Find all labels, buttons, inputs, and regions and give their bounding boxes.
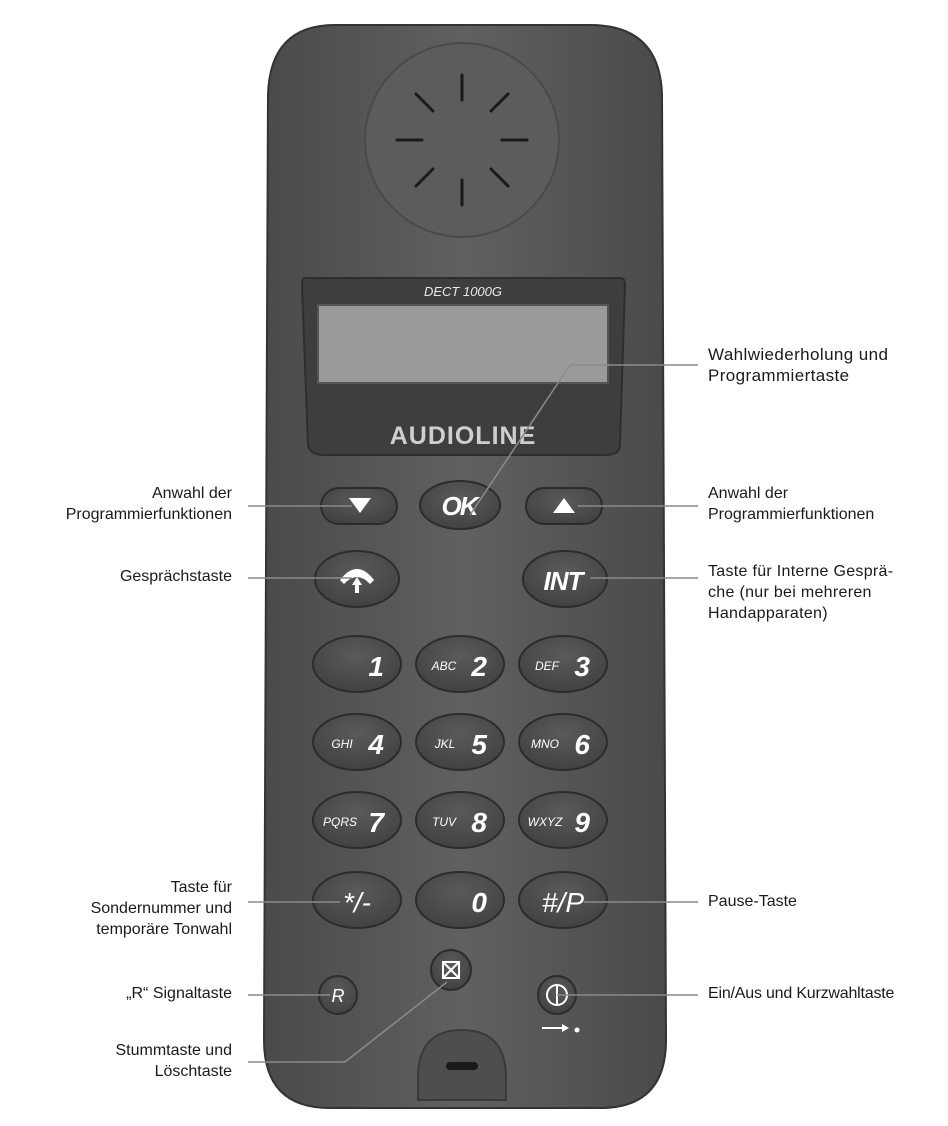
callout-intercom: Taste für Interne Gesprä- che (nur bei mehreren Handapparaten) [708, 563, 894, 622]
key-8-letters: TUV [432, 815, 456, 829]
mute-button[interactable] [431, 950, 471, 990]
key-6[interactable] [519, 714, 607, 770]
callout-power: Ein/Aus und Kurzwahltaste [708, 985, 895, 1002]
talk-button[interactable] [315, 551, 399, 607]
callout-pause: Pause-Taste [708, 893, 797, 910]
key-5[interactable] [416, 714, 504, 770]
callout-r-signal: „R“ Signaltaste [126, 985, 232, 1002]
ok-label: OK [441, 491, 477, 521]
callout-mute: Stummtaste und Löschtaste [115, 1042, 232, 1080]
key-3[interactable] [519, 636, 607, 692]
key-9[interactable] [519, 792, 607, 848]
key-4[interactable] [313, 714, 401, 770]
key-6-digit: 6 [574, 729, 590, 760]
key-9-digit: 9 [574, 807, 590, 838]
key-8-digit: 8 [471, 807, 487, 838]
key-3-digit: 3 [574, 651, 590, 682]
display-panel [302, 278, 625, 455]
int-button[interactable] [523, 551, 607, 607]
microphone [418, 1030, 506, 1100]
key-0[interactable] [416, 872, 504, 928]
key-star-label: */- [343, 887, 371, 918]
key-2-letters: ABC [431, 659, 457, 673]
key-5-digit: 5 [471, 729, 487, 760]
key-2[interactable] [416, 636, 504, 692]
key-hash[interactable] [519, 872, 607, 928]
callout-redial: Wahlwiederholung und Programmiertaste [708, 345, 889, 385]
callout-talk: Gesprächstaste [119, 568, 232, 585]
key-4-letters: GHI [331, 737, 353, 751]
key-hash-label: #/P [541, 887, 585, 918]
r-label: R [331, 986, 345, 1006]
key-star[interactable] [313, 872, 401, 928]
key-9-letters: WXYZ [527, 815, 563, 829]
key-8[interactable] [416, 792, 504, 848]
key-0-digit: 0 [471, 887, 487, 918]
key-1[interactable] [313, 636, 401, 692]
key-5-letters: JKL [434, 737, 456, 751]
callout-nav-right: Anwahl der Programmierfunktionen [708, 485, 875, 523]
callout-nav-left: Anwahl der Programmierfunktionen [65, 485, 232, 523]
lcd-screen [318, 305, 608, 383]
key-3-letters: DEF [535, 659, 559, 673]
model-label: DECT 1000G [423, 284, 503, 299]
key-2-digit: 2 [471, 651, 487, 682]
int-label: INT [543, 566, 583, 596]
key-7-digit: 7 [368, 807, 384, 838]
key-1-digit: 1 [368, 651, 384, 682]
key-6-letters: MNO [531, 737, 559, 751]
earpiece-speaker [365, 43, 559, 237]
brand-logo: AUDIOLINE [389, 422, 537, 450]
key-7-letters: PQRS [322, 815, 358, 829]
key-7[interactable] [313, 792, 401, 848]
callout-special: Taste für Sondernummer und temporäre Tonwahl [90, 879, 232, 938]
key-4-digit: 4 [368, 729, 384, 760]
